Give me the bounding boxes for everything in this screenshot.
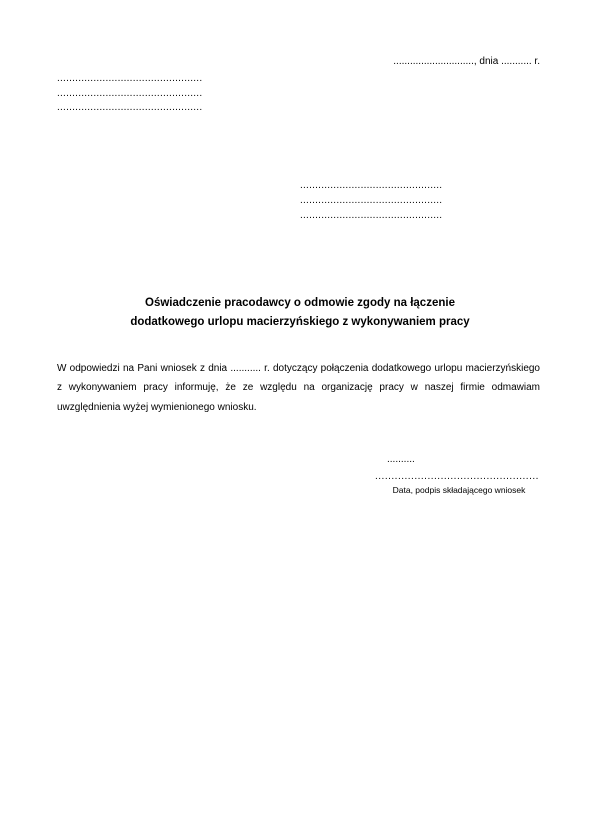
document-title-line2: dodatkowego urlopu macierzyńskiego z wykonywaniem pracy — [130, 316, 470, 328]
signature-date-dots: .......... — [387, 454, 415, 465]
sender-block — [57, 72, 202, 116]
addressee-block — [300, 178, 442, 223]
addressee-fill-line: ............................................... — [300, 210, 443, 221]
signature-block — [375, 452, 543, 495]
addressee-fill-line: ............................................... — [300, 180, 443, 191]
date-place-line: ............................., dnia ........... r. — [393, 56, 540, 67]
document-title-line1: Oświadczenie pracodawcy o odmowie zgody na łączenie — [145, 297, 455, 309]
sender-fill-line: ................................................ — [57, 102, 203, 113]
body-paragraph: W odpowiedzi na Pani wniosek z dnia ........... r. dotyczący połączenia dodatkowego urlopu macierzyńskiego z wykonywaniem pracy informuję, że ze względu na organizację pracy w naszej firmie odmawiam uwzględnienia wyżej wymienionego wniosku. — [57, 363, 540, 413]
signature-caption: Data, podpis składającego wniosek — [392, 485, 526, 495]
sender-fill-line: ................................................ — [57, 87, 203, 99]
document-title — [0, 294, 600, 332]
sender-fill-line: ................................................ — [57, 73, 203, 84]
signature-fill-line: .................................................. — [375, 471, 539, 482]
addressee-fill-line: ............................................... — [300, 195, 443, 206]
